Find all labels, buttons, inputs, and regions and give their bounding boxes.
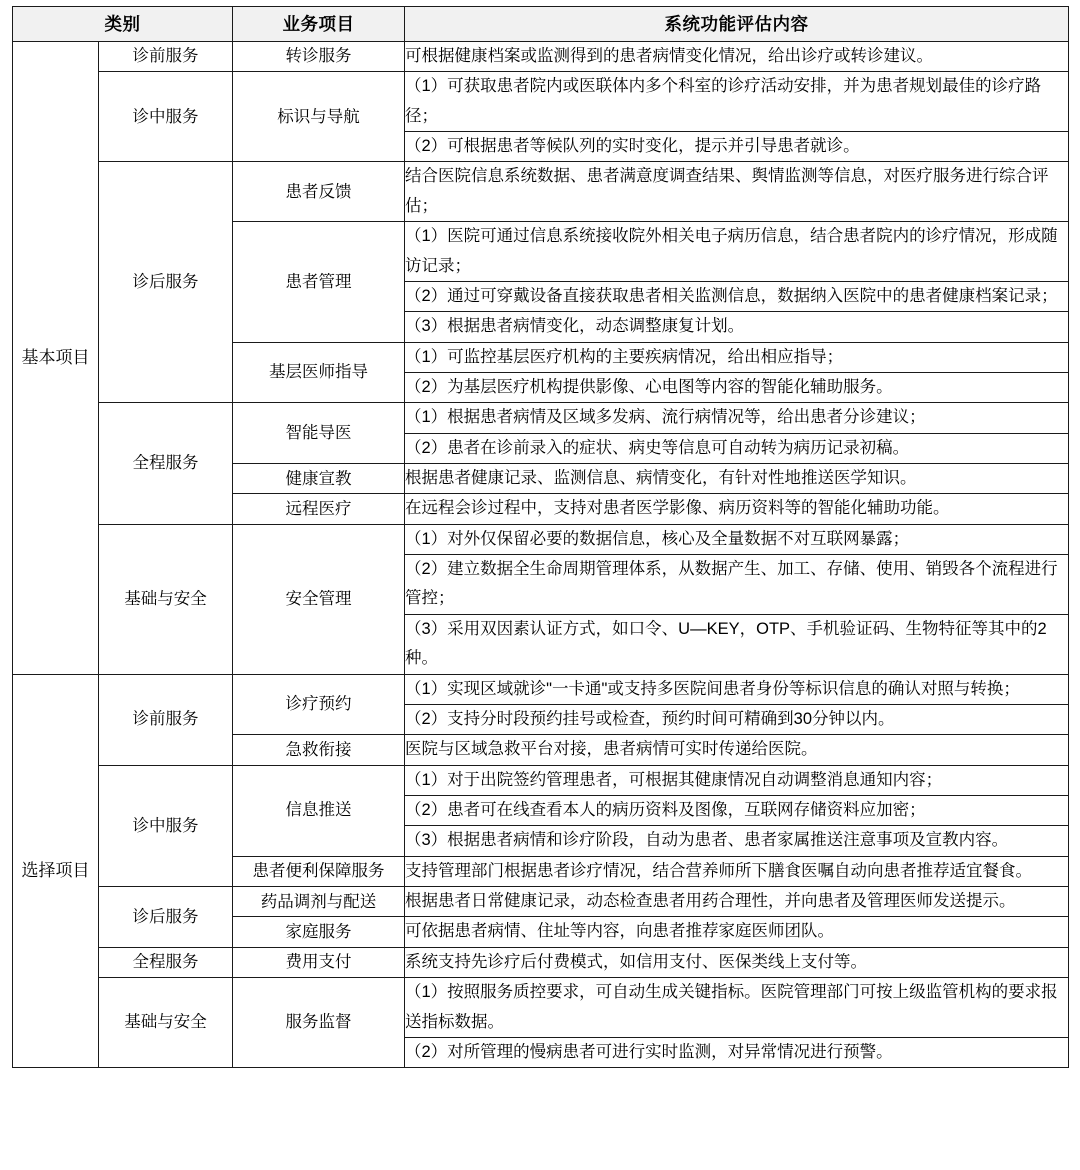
table-body bbox=[13, 42, 1069, 1068]
service-group-cell: 诊前服务 bbox=[99, 674, 233, 765]
eval-content-cell: （2）对所管理的慢病患者可进行实时监测，对异常情况进行预警。 bbox=[405, 1037, 1069, 1067]
system-function-evaluation-table bbox=[12, 6, 1069, 1068]
table-row bbox=[13, 72, 1069, 132]
eval-content-cell: （1）对外仅保留必要的数据信息，核心及全量数据不对互联网暴露； bbox=[405, 524, 1069, 554]
business-item-cell: 费用支付 bbox=[233, 947, 405, 977]
eval-content-cell: 结合医院信息系统数据、患者满意度调查结果、舆情监测等信息，对医疗服务进行综合评估； bbox=[405, 162, 1069, 222]
eval-content-cell: （2）建立数据全生命周期管理体系，从数据产生、加工、存储、使用、销毁各个流程进行管控； bbox=[405, 555, 1069, 615]
table-row bbox=[13, 765, 1069, 795]
eval-content-cell: 根据患者日常健康记录，动态检查患者用药合理性，并向患者及管理医师发送提示。 bbox=[405, 887, 1069, 917]
eval-content-cell: （2）患者可在线查看本人的病历资料及图像，互联网存储资料应加密； bbox=[405, 795, 1069, 825]
header-business-item: 业务项目 bbox=[233, 7, 405, 42]
business-item-cell: 远程医疗 bbox=[233, 494, 405, 524]
table-header bbox=[13, 7, 1069, 42]
service-group-cell: 诊前服务 bbox=[99, 42, 233, 72]
header-row bbox=[13, 7, 1069, 42]
eval-content-cell: （1）可获取患者院内或医联体内多个科室的诊疗活动安排，并为患者规划最佳的诊疗路径； bbox=[405, 72, 1069, 132]
eval-content-cell: 根据患者健康记录、监测信息、病情变化，有针对性地推送医学知识。 bbox=[405, 464, 1069, 494]
table-row bbox=[13, 162, 1069, 222]
eval-content-cell: （1）实现区域就诊"一卡通"或支持多医院间患者身份等标识信息的确认对照与转换； bbox=[405, 674, 1069, 704]
business-item-cell: 信息推送 bbox=[233, 765, 405, 856]
eval-content-cell: （3）根据患者病情变化，动态调整康复计划。 bbox=[405, 312, 1069, 342]
business-item-cell: 健康宣教 bbox=[233, 464, 405, 494]
table-row bbox=[13, 978, 1069, 1038]
eval-content-cell: 可根据健康档案或监测得到的患者病情变化情况，给出诊疗或转诊建议。 bbox=[405, 42, 1069, 72]
business-item-cell: 标识与导航 bbox=[233, 72, 405, 162]
eval-content-cell: （1）按照服务质控要求，可自动生成关键指标。医院管理部门可按上级监管机构的要求报送指标数据。 bbox=[405, 978, 1069, 1038]
table-row bbox=[13, 887, 1069, 917]
service-group-cell: 全程服务 bbox=[99, 403, 233, 524]
service-group-cell: 诊中服务 bbox=[99, 765, 233, 886]
business-item-cell: 安全管理 bbox=[233, 524, 405, 674]
eval-content-cell: （2）为基层医疗机构提供影像、心电图等内容的智能化辅助服务。 bbox=[405, 372, 1069, 402]
table-row bbox=[13, 403, 1069, 433]
eval-content-cell: （1）根据患者病情及区域多发病、流行病情况等，给出患者分诊建议； bbox=[405, 403, 1069, 433]
table-row bbox=[13, 674, 1069, 704]
header-category: 类别 bbox=[13, 7, 233, 42]
table-row bbox=[13, 42, 1069, 72]
table-row bbox=[13, 524, 1069, 554]
business-item-cell: 药品调剂与配送 bbox=[233, 887, 405, 917]
business-item-cell: 诊疗预约 bbox=[233, 674, 405, 735]
category-cell: 选择项目 bbox=[13, 674, 99, 1068]
category-cell: 基本项目 bbox=[13, 42, 99, 675]
eval-content-cell: （2）通过可穿戴设备直接获取患者相关监测信息，数据纳入医院中的患者健康档案记录； bbox=[405, 281, 1069, 311]
business-item-cell: 急救衔接 bbox=[233, 735, 405, 765]
business-item-cell: 患者管理 bbox=[233, 222, 405, 342]
header-eval-content: 系统功能评估内容 bbox=[405, 7, 1069, 42]
business-item-cell: 患者便利保障服务 bbox=[233, 856, 405, 886]
eval-content-cell: （2）支持分时段预约挂号或检查，预约时间可精确到30分钟以内。 bbox=[405, 704, 1069, 734]
eval-content-cell: （2）患者在诊前录入的症状、病史等信息可自动转为病历记录初稿。 bbox=[405, 433, 1069, 463]
business-item-cell: 患者反馈 bbox=[233, 162, 405, 222]
service-group-cell: 全程服务 bbox=[99, 947, 233, 977]
eval-content-cell: 在远程会诊过程中，支持对患者医学影像、病历资料等的智能化辅助功能。 bbox=[405, 494, 1069, 524]
eval-content-cell: （2）可根据患者等候队列的实时变化，提示并引导患者就诊。 bbox=[405, 132, 1069, 162]
eval-content-cell: 系统支持先诊疗后付费模式，如信用支付、医保类线上支付等。 bbox=[405, 947, 1069, 977]
business-item-cell: 转诊服务 bbox=[233, 42, 405, 72]
eval-content-cell: （1）医院可通过信息系统接收院外相关电子病历信息，结合患者院内的诊疗情况，形成随访记录； bbox=[405, 222, 1069, 282]
business-item-cell: 家庭服务 bbox=[233, 917, 405, 947]
service-group-cell: 诊后服务 bbox=[99, 887, 233, 948]
eval-content-cell: （1）可监控基层医疗机构的主要疾病情况，给出相应指导； bbox=[405, 342, 1069, 372]
business-item-cell: 基层医师指导 bbox=[233, 342, 405, 403]
eval-content-cell: 医院与区域急救平台对接，患者病情可实时传递给医院。 bbox=[405, 735, 1069, 765]
eval-content-cell: 支持管理部门根据患者诊疗情况，结合营养师所下膳食医嘱自动向患者推荐适宜餐食。 bbox=[405, 856, 1069, 886]
eval-content-cell: （3）采用双因素认证方式，如口令、U—KEY，OTP、手机验证码、生物特征等其中的2种。 bbox=[405, 614, 1069, 674]
service-group-cell: 诊中服务 bbox=[99, 72, 233, 162]
table-row bbox=[13, 947, 1069, 977]
service-group-cell: 基础与安全 bbox=[99, 524, 233, 674]
eval-content-cell: 可依据患者病情、住址等内容，向患者推荐家庭医师团队。 bbox=[405, 917, 1069, 947]
eval-content-cell: （1）对于出院签约管理患者，可根据其健康情况自动调整消息通知内容； bbox=[405, 765, 1069, 795]
business-item-cell: 智能导医 bbox=[233, 403, 405, 464]
service-group-cell: 诊后服务 bbox=[99, 162, 233, 403]
business-item-cell: 服务监督 bbox=[233, 978, 405, 1068]
service-group-cell: 基础与安全 bbox=[99, 978, 233, 1068]
eval-content-cell: （3）根据患者病情和诊疗阶段，自动为患者、患者家属推送注意事项及宣教内容。 bbox=[405, 826, 1069, 856]
